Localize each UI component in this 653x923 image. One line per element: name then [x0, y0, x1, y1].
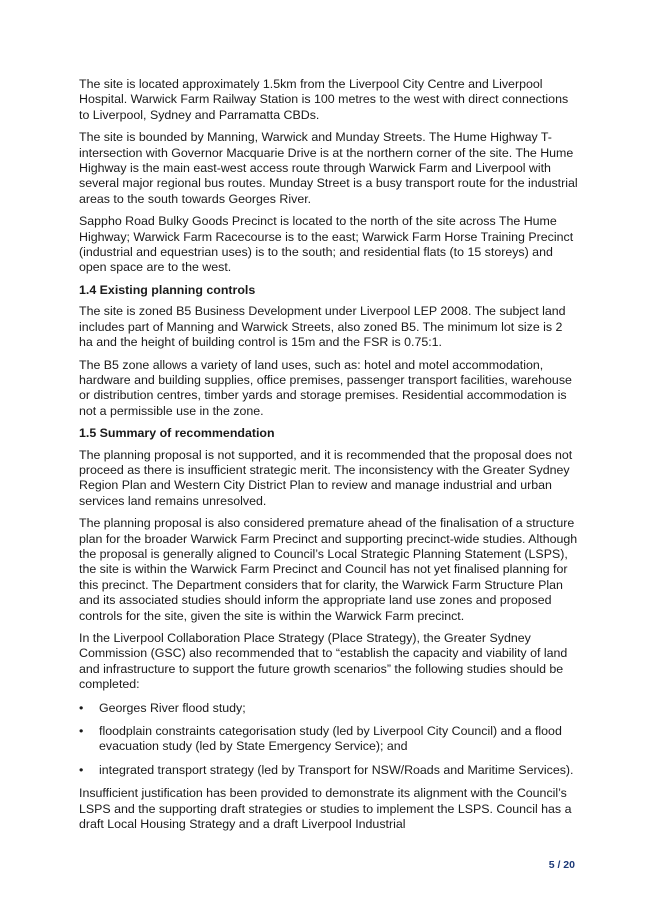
- paragraph-place-strategy: In the Liverpool Collaboration Place Strategy (Place Strategy), the Greater Sydney Commission (GSC) also recommended that to “establish the capacity and viability of land and infrastructure to support the future growth scenarios” the following studies should be completed:: [79, 631, 568, 692]
- studies-list: [79, 701, 579, 779]
- paragraph-zoning: The site is zoned B5 Business Development under Liverpool LEP 2008. The subject land includes part of Manning and Warwick Streets, also zoned B5. The minimum lot size is 2 ha and the height of building control is 15m and the FSR is 0.75:1.: [79, 304, 566, 350]
- paragraph-site-location: The site is located approximately 1.5km from the Liverpool City Centre and Liverpool Hospital. Warwick Farm Railway Station is 100 metres to the west with direct connections to Liverpool, Sydney and Parramatta CBDs.: [79, 77, 569, 122]
- heading-summary-of-recommendation: 1.5 Summary of recommendation: [79, 426, 275, 441]
- list-item: [79, 701, 579, 716]
- list-item-text: floodplain constraints categorisation study (led by Liverpool City Council) and a flood evacuation study (led by State Emergency Service); and: [99, 724, 562, 754]
- paragraph-insufficient-justification: Insufficient justification has been provided to demonstrate its alignment with the Council’s LSPS and the supporting draft strategies or studies to implement the LSPS. Council has a draft Local Housing Strategy and a draft Liverpool Industrial: [79, 786, 572, 832]
- heading-existing-planning-controls: 1.4 Existing planning controls: [79, 282, 256, 297]
- paragraph-site-surroundings: Sappho Road Bulky Goods Precinct is located to the north of the site across The Hume Highway; Warwick Farm Racecourse is to the east; Warwick Farm Horse Training Precinct (industrial and equestrian uses) is to the south; and residential flats (to 15 storeys) and open space are to the west.: [79, 214, 574, 275]
- paragraph-premature: The planning proposal is also considered premature ahead of the finalisation of a structure plan for the broader Warwick Farm Precinct and supporting precinct-wide studies. Although the proposal is generally aligned to Council’s Local Strategic Planning Statement (LSPS), the site is within the Warwick Farm Precinct and Council has not yet finalised planning for this precinct. The Department considers that for clarity, the Warwick Farm Structure Plan and its associated studies should inform the appropriate land use zones and proposed controls for the site, given the site is within the Warwick Farm precinct.: [79, 516, 578, 623]
- paragraph-b5-zone-uses: The B5 zone allows a variety of land uses, such as: hotel and motel accommodation, hardware and building supplies, office premises, passenger transport facilities, warehouse or distribution centres, timber yards and storage premises. Residential accommodation is not a permissible use in the zone.: [79, 357, 572, 418]
- bullet-icon: •: [79, 762, 84, 777]
- page-number: 5 / 20: [548, 859, 575, 871]
- list-item-text: integrated transport strategy (led by Transport for NSW/Roads and Maritime Services).: [99, 762, 574, 777]
- bullet-icon: •: [79, 724, 84, 739]
- paragraph-site-boundaries: The site is bounded by Manning, Warwick and Munday Streets. The Hume Highway T-intersection with Governor Macquarie Drive is at the northern corner of the site. The Hume Highway is the main east-west access route through Warwick Farm and Liverpool with several major regional bus routes. Munday Street is a busy transport route for the industrial areas to the south towards Georges River.: [79, 130, 578, 206]
- list-item-text: Georges River flood study;: [99, 700, 246, 715]
- paragraph-not-supported: The planning proposal is not supported, and it is recommended that the proposal does not proceed as there is insufficient strategic merit. The inconsistency with the Greater Sydney Region Plan and Western City District Plan to review and manage industrial and urban services land remains unresolved.: [79, 447, 573, 508]
- bullet-icon: •: [79, 700, 84, 715]
- list-item: [79, 724, 579, 755]
- document-body: [79, 77, 579, 839]
- list-item: [79, 763, 579, 778]
